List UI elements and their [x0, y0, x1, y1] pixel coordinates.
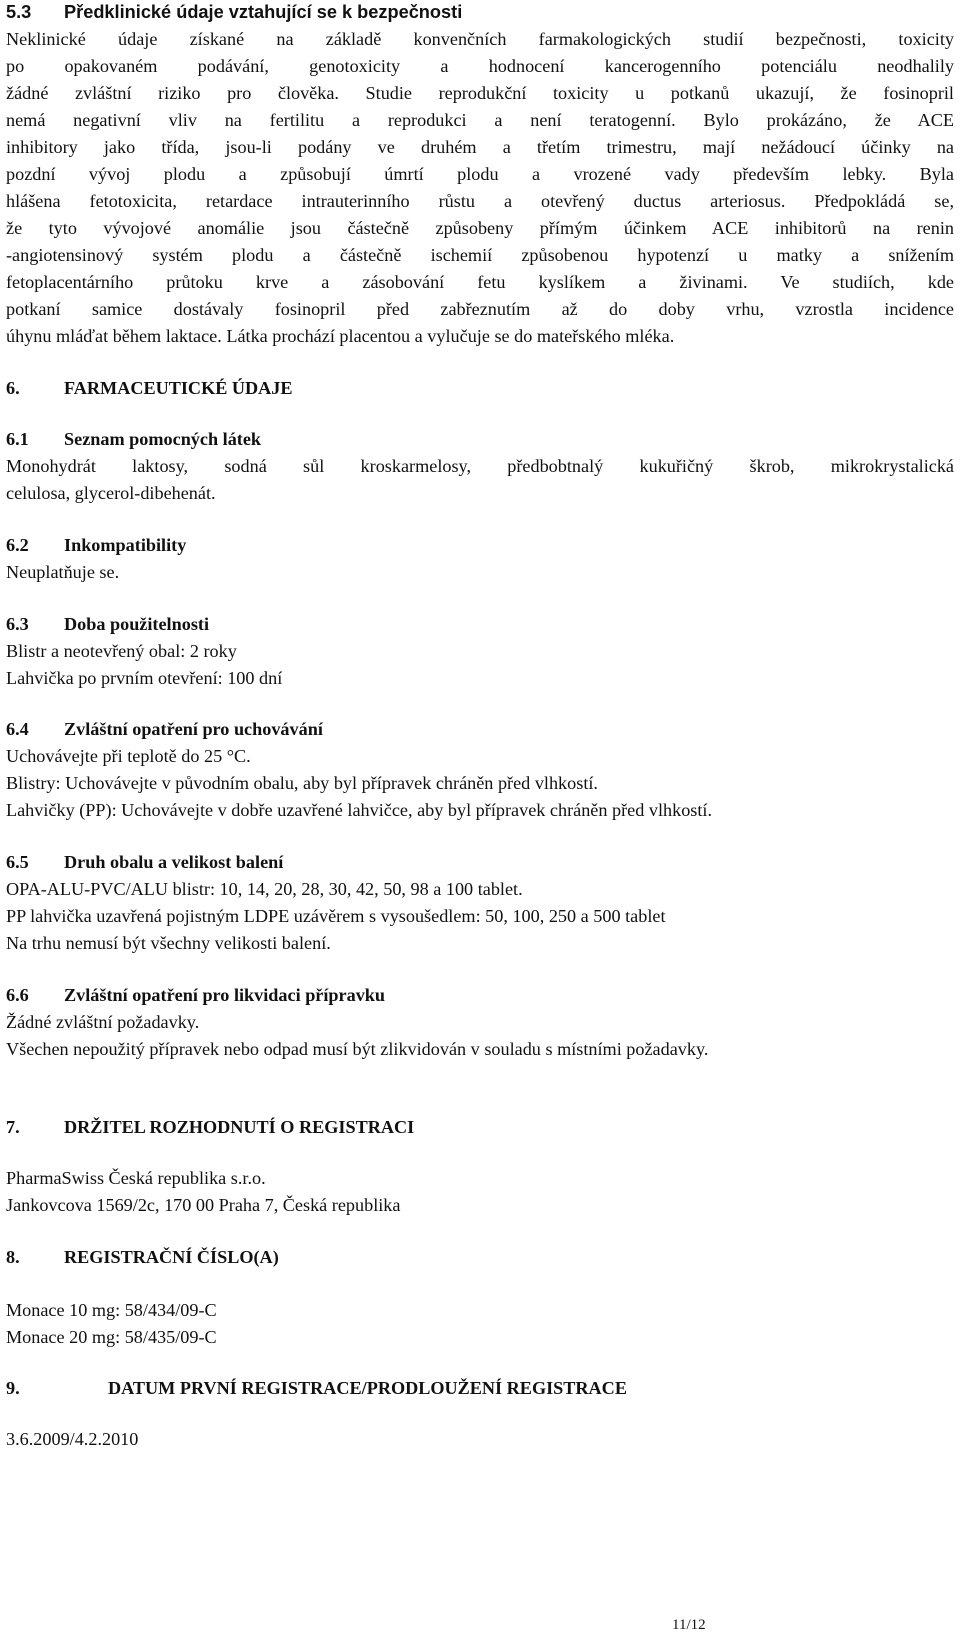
section-title: FARMACEUTICKÉ ÚDAJE — [64, 378, 293, 398]
section-title: Doba použitelnosti — [64, 614, 210, 634]
s65-line-1: OPA-ALU-PVC/ALU blistr: 10, 14, 20, 28, 30, 42, 50, 98 a 100 tablet. — [6, 879, 523, 899]
section-title: Seznam pomocných látek — [64, 429, 262, 449]
section-title: Druh obalu a velikost balení — [64, 852, 284, 872]
s7-line-1: PharmaSwiss Česká republika s.r.o. — [6, 1168, 266, 1188]
s65-line-3: Na trhu nemusí být všechny velikosti balení. — [6, 933, 331, 953]
s62-line-1: Neuplatňuje se. — [6, 562, 120, 582]
s8-line-2: Monace 20 mg: 58/435/09-C — [6, 1327, 217, 1347]
section-title: Předklinické údaje vztahující se k bezpečnosti — [64, 2, 463, 22]
s53-line-11: potkaní samice dostávaly fosinopril před zabřeznutím až do doby vrhu, vzrostla incidence — [6, 299, 954, 319]
section-number: 7. — [6, 1117, 20, 1137]
s64-line-3: Lahvičky (PP): Uchovávejte v dobře uzavřené lahvičce, aby byl přípravek chráněn před vlhkostí. — [6, 800, 713, 820]
s53-line-2: po opakovaném podávání, genotoxicity a hodnocení kancerogenního potenciálu neodhalily — [6, 56, 954, 76]
page-number: 11/12 — [672, 1617, 706, 1633]
section-number: 6. — [6, 378, 20, 398]
s66-line-1: Žádné zvláštní požadavky. — [6, 1012, 200, 1032]
s53-line-6: pozdní vývoj plodu a způsobují úmrtí plodu a vrozené vady především lebky. Byla — [6, 164, 954, 184]
section-6-heading — [6, 375, 293, 401]
s63-line-2: Lahvička po prvním otevření: 100 dní — [6, 668, 283, 688]
s66-line-2: Všechen nepoužitý přípravek nebo odpad musí být zlikvidován v souladu s místními požadavky. — [6, 1039, 709, 1059]
s63-line-1: Blistr a neotevřený obal: 2 roky — [6, 641, 237, 661]
section-title: DATUM PRVNÍ REGISTRACE/PRODLOUŽENÍ REGISTRACE — [108, 1378, 627, 1398]
s53-line-1: Neklinické údaje získané na základě konvenčních farmakologických studií bezpečnosti, toxicity — [6, 29, 954, 49]
section-title: Zvláštní opatření pro uchovávání — [64, 719, 323, 739]
section-6-6-heading — [6, 982, 385, 1008]
section-title: Zvláštní opatření pro likvidaci přípravku — [64, 985, 386, 1005]
section-number: 6.4 — [6, 719, 29, 739]
section-5-3-heading — [6, 0, 462, 25]
s64-line-2: Blistry: Uchovávejte v původním obalu, aby byl přípravek chráněn před vlhkostí. — [6, 773, 598, 793]
section-8-heading — [6, 1244, 279, 1270]
s61-line-1: Monohydrát laktosy, sodná sůl kroskarmelosy, předbobtnalý kukuřičný škrob, mikrokrystalická — [6, 456, 954, 476]
section-number: 6.3 — [6, 614, 29, 634]
section-number: 6.6 — [6, 985, 29, 1005]
s53-line-7: hlášena fetotoxicita, retardace intrauterinního růstu a otevřený ductus arteriosus. Předpokládá se, — [6, 191, 954, 211]
section-title: DRŽITEL ROZHODNUTÍ O REGISTRACI — [64, 1117, 415, 1137]
section-title: REGISTRAČNÍ ČÍSLO(A) — [64, 1247, 279, 1267]
s61-line-2: celulosa, glycerol-dibehenát. — [6, 483, 216, 503]
section-6-3-heading — [6, 611, 209, 637]
section-number: 5.3 — [6, 2, 32, 22]
section-title: Inkompatibility — [64, 535, 187, 555]
section-6-2-heading — [6, 532, 186, 558]
s64-line-1: Uchovávejte při teplotě do 25 °C. — [6, 746, 251, 766]
section-number: 9. — [6, 1378, 20, 1398]
s53-line-10: fetoplacentárního průtoku krve a zásobování fetu kyslíkem a živinami. Ve studiích, kde — [6, 272, 954, 292]
s9-line-1: 3.6.2009/4.2.2010 — [6, 1429, 139, 1449]
section-6-5-heading — [6, 849, 283, 875]
section-9-heading — [6, 1375, 627, 1401]
s7-line-2: Jankovcova 1569/2c, 170 00 Praha 7, Česká republika — [6, 1195, 401, 1215]
s53-line-8: že tyto vývojové anomálie jsou částečně způsobeny přímým účinkem ACE inhibitorů na renin — [6, 218, 954, 238]
s53-line-4: nemá negativní vliv na fertilitu a reprodukci a není teratogenní. Bylo prokázáno, že ACE — [6, 110, 954, 130]
section-number: 6.2 — [6, 535, 29, 555]
section-6-4-heading — [6, 716, 323, 742]
s53-line-5: inhibitory jako třída, jsou-li podány ve druhém a třetím trimestru, mají nežádoucí účinky na — [6, 137, 954, 157]
section-number: 6.5 — [6, 852, 29, 872]
s53-line-12: úhynu mláďat během laktace. Látka prochází placentou a vylučuje se do mateřského mléka. — [6, 326, 675, 346]
section-6-1-heading — [6, 426, 261, 452]
section-7-heading — [6, 1114, 414, 1140]
s65-line-2: PP lahvička uzavřená pojistným LDPE uzávěrem s vysoušedlem: 50, 100, 250 a 500 tablet — [6, 906, 666, 926]
section-number: 6.1 — [6, 429, 29, 449]
s53-line-9: -angiotensinový systém plodu a částečně ischemií způsobenou hypotenzí u matky a snížením — [6, 245, 954, 265]
section-number: 8. — [6, 1247, 20, 1267]
s8-line-1: Monace 10 mg: 58/434/09-C — [6, 1300, 217, 1320]
s53-line-3: žádné zvláštní riziko pro člověka. Studie reprodukční toxicity u potkanů ukazují, že fosinopril — [6, 83, 954, 103]
